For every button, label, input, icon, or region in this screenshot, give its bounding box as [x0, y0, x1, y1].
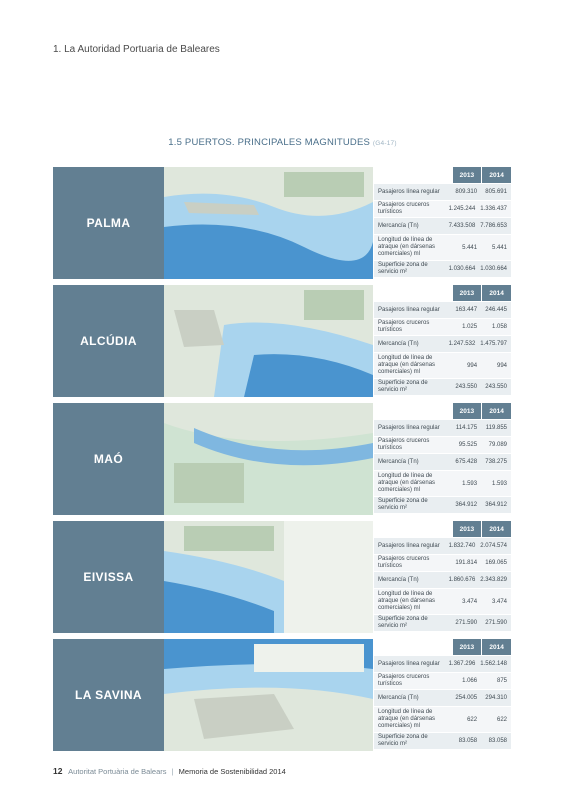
table-row	[374, 655, 511, 672]
section-title	[0, 137, 565, 148]
table-header	[374, 639, 511, 655]
table-header	[374, 521, 511, 537]
table-body	[374, 419, 511, 513]
magnitudes-table	[374, 403, 511, 515]
chapter-header: 1. La Autoridad Portuaria de Baleares	[53, 44, 220, 55]
table-row	[374, 672, 511, 689]
table-row	[374, 453, 511, 470]
harbour-map-icon	[164, 403, 373, 515]
row-label: Longitud de línea de atraque (en dársenas comerciales) ml	[378, 237, 436, 257]
magnitudes-table	[374, 639, 511, 751]
table-row	[374, 436, 511, 453]
table-row	[374, 234, 511, 260]
value-cell: 1.593	[491, 480, 507, 487]
year-header: 2014	[482, 521, 511, 537]
value-cell: 809.310	[455, 189, 478, 195]
value-cell: 271.590	[485, 620, 507, 626]
value-cell: 1.247.532	[448, 341, 476, 347]
header-blank	[374, 167, 452, 183]
port-block	[53, 639, 511, 751]
row-label: Mercancía (Tn)	[378, 576, 419, 583]
port-block	[53, 403, 511, 515]
row-label: Pasajeros línea regular	[378, 188, 440, 195]
row-label: Pasajeros cruceros turísticos	[378, 320, 430, 333]
year-header: 2014	[482, 167, 511, 183]
value-cell: 271.590	[455, 620, 478, 626]
year-header: 2014	[482, 403, 511, 419]
port-name-box	[53, 403, 164, 515]
magnitudes-table	[374, 167, 511, 279]
harbour-map-image	[164, 403, 373, 515]
value-cell: 169.065	[485, 560, 507, 566]
table-row	[374, 588, 511, 614]
section-title-text: 1.5 PUERTOS. PRINCIPALES MAGNITUDES	[168, 137, 371, 148]
row-label: Superficie zona de servicio m²	[378, 734, 428, 747]
table-row	[374, 706, 511, 732]
port-name: MAÓ	[93, 452, 124, 466]
row-label: Pasajeros línea regular	[378, 542, 440, 549]
row-label: Mercancía (Tn)	[378, 340, 419, 347]
row-label: Longitud de línea de atraque (en dársenas comerciales) ml	[378, 709, 436, 729]
value-cell: 1.593	[462, 480, 478, 487]
port-name-box	[53, 167, 164, 279]
row-label: Pasajeros cruceros turísticos	[378, 438, 430, 451]
value-cell: 95.525	[458, 442, 478, 448]
table-body	[374, 301, 511, 395]
row-label: Pasajeros cruceros turísticos	[378, 674, 430, 687]
harbour-map-icon	[164, 167, 373, 279]
row-label: Pasajeros cruceros turísticos	[378, 556, 430, 569]
value-cell: 5.441	[462, 244, 478, 251]
value-cell: 254.005	[455, 695, 478, 701]
row-label: Mercancía (Tn)	[378, 694, 419, 701]
value-cell: 1.562.148	[480, 661, 507, 667]
value-cell: 83.058	[458, 738, 478, 744]
value-cell: 119.855	[485, 425, 507, 431]
value-cell: 2.343.829	[480, 577, 507, 583]
year-header: 2013	[453, 403, 482, 419]
table-row	[374, 217, 511, 234]
year-header: 2013	[453, 639, 482, 655]
value-cell: 738.275	[485, 459, 507, 465]
year-header: 2013	[453, 167, 482, 183]
footer-document-title: Memoria de Sostenibilidad 2014	[178, 767, 286, 776]
table-row	[374, 301, 511, 318]
table-row	[374, 352, 511, 378]
harbour-map-icon	[164, 639, 373, 751]
harbour-map-image	[164, 639, 373, 751]
section-code: (G4-17)	[372, 140, 397, 147]
header-blank	[374, 403, 452, 419]
table-body	[374, 183, 511, 277]
port-name-box	[53, 521, 164, 633]
row-label: Longitud de línea de atraque (en dársenas comerciales) ml	[378, 473, 436, 493]
row-label: Longitud de línea de atraque (en dársenas comerciales) ml	[378, 355, 436, 375]
year-header: 2013	[453, 521, 482, 537]
harbour-map-icon	[164, 285, 373, 397]
table-row	[374, 200, 511, 217]
value-cell: 1.030.664	[480, 266, 507, 272]
year-header: 2013	[453, 285, 482, 301]
value-cell: 364.912	[485, 502, 507, 508]
year-header: 2014	[482, 285, 511, 301]
row-label: Superficie zona de servicio m²	[378, 498, 428, 511]
value-cell: 3.474	[462, 598, 478, 605]
value-cell: 875	[496, 678, 507, 684]
row-label: Pasajeros línea regular	[378, 660, 440, 667]
value-cell: 1.860.676	[448, 577, 476, 583]
value-cell: 1.245.244	[448, 206, 476, 212]
header-blank	[374, 639, 452, 655]
value-cell: 994	[467, 362, 478, 369]
value-cell: 622	[467, 716, 478, 723]
table-row	[374, 260, 511, 277]
table-row	[374, 419, 511, 436]
port-name: LA SAVINA	[75, 688, 142, 702]
row-label: Mercancía (Tn)	[378, 222, 419, 229]
row-label: Pasajeros línea regular	[378, 424, 440, 431]
table-row	[374, 614, 511, 631]
port-name-box	[53, 639, 164, 751]
table-row	[374, 554, 511, 571]
value-cell: 3.474	[491, 598, 507, 605]
row-label: Longitud de línea de atraque (en dársenas comerciales) ml	[378, 591, 436, 611]
table-row	[374, 571, 511, 588]
value-cell: 79.089	[488, 442, 507, 448]
value-cell: 675.428	[455, 459, 478, 465]
row-label: Mercancía (Tn)	[378, 458, 419, 465]
port-block	[53, 285, 511, 397]
value-cell: 2.074.574	[480, 543, 507, 549]
value-cell: 994	[496, 362, 507, 369]
port-name: ALCÚDIA	[80, 334, 137, 348]
table-row	[374, 496, 511, 513]
port-name: EIVISSA	[83, 570, 134, 584]
value-cell: 5.441	[491, 244, 507, 251]
table-body	[374, 655, 511, 749]
value-cell: 1.066	[462, 678, 478, 684]
value-cell: 83.058	[488, 738, 507, 744]
value-cell: 243.550	[455, 384, 478, 390]
magnitudes-table	[374, 285, 511, 397]
row-label: Superficie zona de servicio m²	[378, 380, 428, 393]
value-cell: 191.814	[455, 560, 478, 566]
value-cell: 1.025	[462, 324, 478, 330]
footer-organization: Autoritat Portuària de Balears	[68, 767, 167, 776]
row-label: Pasajeros línea regular	[378, 306, 440, 313]
row-label: Pasajeros cruceros turísticos	[378, 202, 430, 215]
table-row	[374, 183, 511, 200]
harbour-map-image	[164, 167, 373, 279]
table-row	[374, 378, 511, 395]
value-cell: 1.832.740	[448, 543, 476, 549]
row-label: Superficie zona de servicio m²	[378, 262, 428, 275]
value-cell: 1.030.664	[448, 266, 476, 272]
table-body	[374, 537, 511, 631]
value-cell: 622	[496, 716, 507, 723]
magnitudes-table	[374, 521, 511, 633]
harbour-map-image	[164, 285, 373, 397]
value-cell: 163.447	[455, 307, 478, 313]
table-header	[374, 285, 511, 301]
table-row	[374, 689, 511, 706]
value-cell: 246.445	[485, 307, 507, 313]
table-header	[374, 403, 511, 419]
value-cell: 1.475.797	[480, 341, 507, 347]
table-row	[374, 537, 511, 554]
table-row	[374, 732, 511, 749]
table-row	[374, 470, 511, 496]
year-header: 2014	[482, 639, 511, 655]
header-blank	[374, 521, 452, 537]
value-cell: 1.336.437	[480, 206, 507, 212]
table-row	[374, 335, 511, 352]
value-cell: 364.912	[455, 502, 478, 508]
value-cell: 1.058	[491, 324, 507, 330]
port-block	[53, 521, 511, 633]
value-cell: 294.310	[485, 695, 507, 701]
value-cell: 243.550	[485, 384, 507, 390]
value-cell: 805.691	[485, 189, 507, 195]
table-header	[374, 167, 511, 183]
port-name-box	[53, 285, 164, 397]
value-cell: 114.175	[455, 425, 478, 431]
harbour-map-image	[164, 521, 373, 633]
value-cell: 7.786.653	[480, 223, 507, 229]
harbour-map-icon	[164, 521, 373, 633]
value-cell: 7.433.508	[448, 223, 476, 229]
page-number: 12	[53, 766, 63, 776]
table-row	[374, 318, 511, 335]
port-block	[53, 167, 511, 279]
row-label: Superficie zona de servicio m²	[378, 616, 428, 629]
port-name: PALMA	[86, 216, 131, 230]
value-cell: 1.367.296	[448, 661, 476, 667]
page-footer	[53, 766, 286, 776]
footer-separator: |	[171, 767, 174, 776]
header-blank	[374, 285, 452, 301]
